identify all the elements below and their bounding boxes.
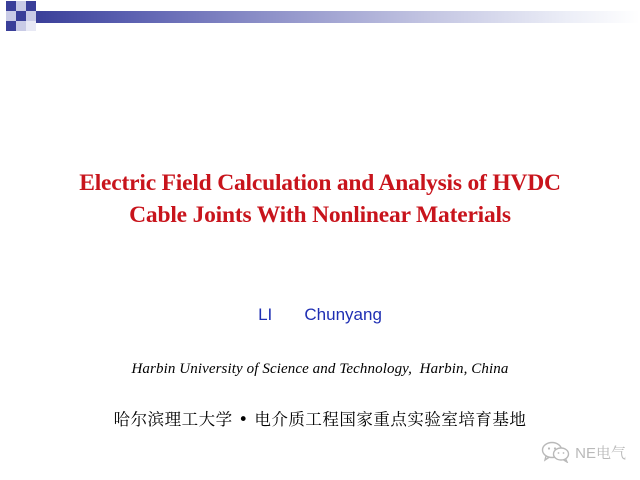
author-name: LI Chunyang: [258, 305, 382, 324]
deco-square: [16, 1, 26, 11]
deco-square: [6, 21, 16, 31]
title-line-1: Electric Field Calculation and Analysis of HVDC: [79, 170, 561, 196]
deco-square: [26, 1, 36, 11]
lab-name: 哈尔滨理工大学 • 电介质工程国家重点实验室培育基地: [113, 410, 527, 429]
affiliation: Harbin University of Science and Technology, Harbin, China: [131, 361, 509, 377]
header-decoration: [0, 0, 640, 40]
gradient-bar: [36, 11, 640, 23]
title-line-2: Cable Joints With Nonlinear Materials: [129, 202, 511, 228]
deco-square: [16, 21, 26, 31]
watermark: [541, 441, 626, 463]
deco-square: [6, 1, 16, 11]
slide-title: [0, 167, 640, 231]
deco-square: [16, 11, 26, 21]
deco-square: [6, 11, 16, 21]
deco-square: [26, 11, 36, 21]
watermark-text: NE电气: [575, 444, 626, 462]
deco-square: [26, 21, 36, 31]
wechat-icon: [541, 441, 571, 463]
